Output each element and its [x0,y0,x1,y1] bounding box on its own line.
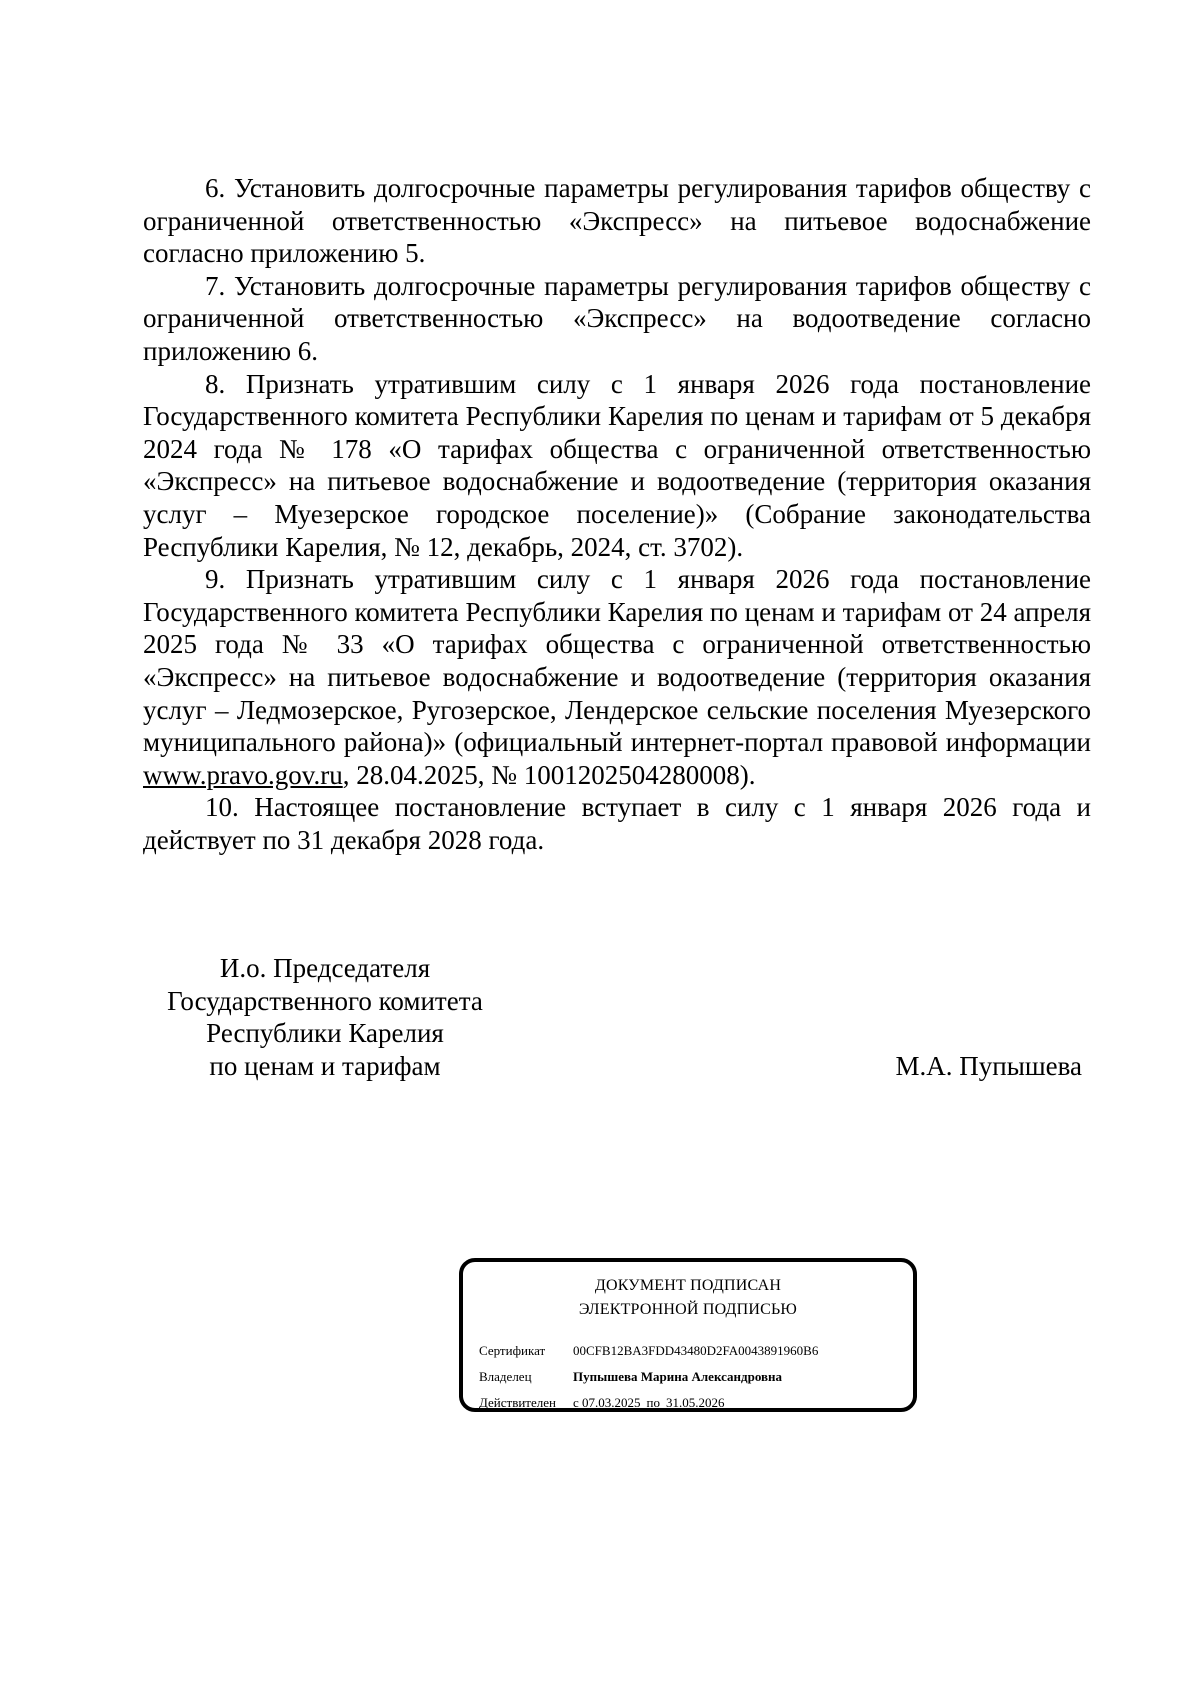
position-line: Государственного комитета [167,985,483,1016]
paragraph-6 [143,172,1091,270]
paragraph-number: 7. [205,270,226,301]
paragraph-text: Признать утратившим силу с 1 января 2026 года постановление Государственного комитета Республики Карелия по ценам и тарифам от 24 апреля 2025 года № 33 «О тарифах общества с ограниченной ответственностью «Экспресс» на питьевое водоснабжение и водоотведение (территория оказания услуг – Ледмозерское, Ругозерское, Лендерское сельские поселения Муезерского муниципального района)» (официальный интернет-портал правовой информации [143,564,1091,758]
paragraph-number: 9. [205,564,226,595]
stamp-validity-row [479,1394,725,1412]
signatory-position [140,952,510,1082]
paragraph-text: Установить долгосрочные параметры регулирования тарифов обществу с ограниченной ответственностью «Экспресс» на питьевое водоснабжение согласно приложению 5. [143,173,1091,269]
stamp-title-line: ЭЛЕКТРОННОЙ ПОДПИСЬЮ [578,1301,798,1318]
certificate-value: 00CFB12BA3FDD43480D2FA0043891960B6 [573,1343,819,1358]
signatory-name: М.А. Пупышева [895,1051,1082,1081]
document-body [143,172,1091,856]
electronic-signature-stamp [459,1258,917,1412]
owner-value: Пупышева Марина Александровна [573,1369,783,1384]
paragraph-number: 6. [205,173,226,203]
stamp-title [463,1274,913,1322]
stamp-certificate-row [479,1342,818,1360]
paragraph-number: 10. [205,792,239,823]
paragraph-text: Настоящее постановление вступает в силу с 1 января 2026 года и действует по 31 декабря 2028 года. [143,792,1091,855]
stamp-title-line: ДОКУМЕНТ ПОДПИСАН [594,1277,782,1294]
paragraph-9 [143,563,1091,791]
valid-to-date: 31.05.2026 [666,1395,725,1410]
paragraph-10 [143,791,1091,856]
position-line: по ценам и тарифам [209,1050,441,1081]
owner-label: Владелец [479,1369,532,1384]
paragraph-text-after-link: , 28.04.2025, № 1001202504280008). [342,759,756,790]
position-line: Республики Карелия [206,1018,444,1048]
paragraph-8 [143,368,1091,564]
valid-from-word: с [573,1395,579,1410]
valid-from-date: 07.03.2025 [582,1395,641,1410]
paragraph-7 [143,270,1091,368]
valid-label: Действителен [479,1395,556,1410]
valid-to-word: по [646,1395,660,1410]
paragraph-number: 8. [205,368,226,399]
paragraph-text: Признать утратившим силу с 1 января 2026 года постановление Государственного комитета Республики Карелия по ценам и тарифам от 5 декабря 2024 года № 178 «О тарифах общества с ограниченной ответственностью «Экспресс» на питьевое водоснабжение и водоотведение (территория оказания услуг – Муезерское городское поселение)» (Собрание законодательства Республики Карелия, № 12, декабрь, 2024, ст. 3702). [143,368,1091,562]
position-line: И.о. Председателя [219,953,431,983]
pravo-link[interactable]: www.pravo.gov.ru [143,759,343,790]
paragraph-text: Установить долгосрочные параметры регулирования тарифов обществу с ограниченной ответственностью «Экспресс» на водоотведение согласно приложению 6. [143,270,1091,366]
stamp-owner-row [479,1368,782,1386]
certificate-label: Сертификат [479,1343,546,1358]
